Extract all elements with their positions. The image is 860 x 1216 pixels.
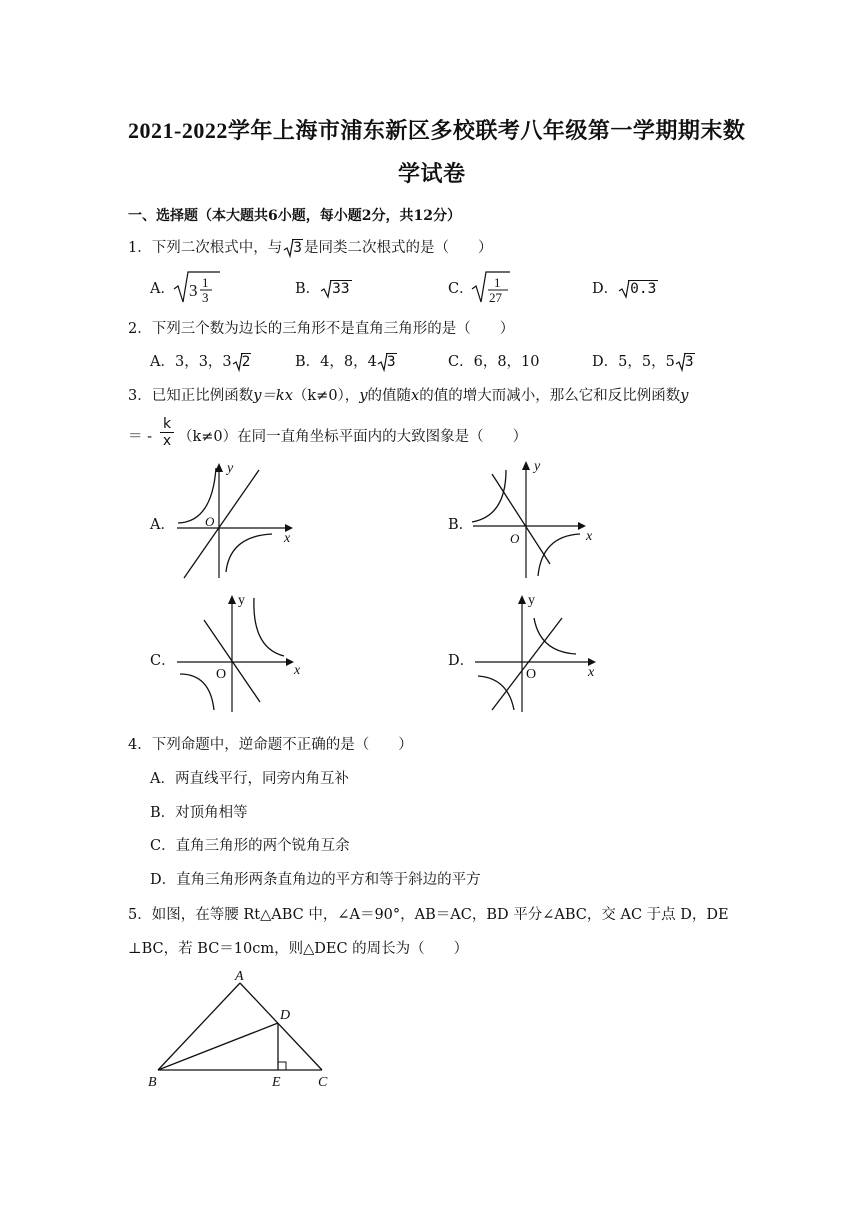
q3-l2-a: ＝ - (128, 429, 153, 445)
q1-option-c-label: C． (448, 281, 474, 297)
q5-triangle-figure (146, 966, 336, 1091)
q2-option-a-text: 3，3，3 (174, 354, 232, 370)
q2-option-c-text: 6，8，10 (473, 354, 540, 370)
q2-d-radicand: 3 (684, 354, 694, 370)
q3-l1-a: 3．已知正比例函数 (128, 388, 254, 404)
q3-l2-b: （k≠0）在同一直角坐标平面内的大致图象是（ ） (178, 429, 528, 445)
q1-a-den: 3 (202, 290, 209, 305)
question-2-stem: 2．下列三个数为边长的三角形不是直角三角形的是（ ） (128, 321, 515, 337)
q2-option-b-label: B． (295, 354, 321, 370)
radical-sign-icon (232, 352, 243, 372)
q3-fraction (160, 416, 174, 449)
q4-option-a[interactable]: A．两直线平行，同旁内角互补 (150, 771, 349, 787)
q3-d-o: O (526, 667, 537, 682)
q3-graph-a[interactable] (172, 460, 302, 585)
radical-sign-icon (618, 279, 630, 299)
page-title-line2: 学试卷 (398, 161, 466, 186)
q3-a-y: y (227, 461, 234, 476)
q1-b-sqrt (320, 281, 351, 297)
q5-label-e: E (272, 1075, 281, 1090)
q1-option-a-label: A． (150, 281, 175, 297)
q2-option-d[interactable] (592, 350, 695, 371)
q5-label-b: B (148, 1075, 157, 1090)
q1-stem-b: 是同类二次根式的是（ ） (303, 240, 493, 256)
q4-option-c[interactable]: C．直角三角形的两个锐角互余 (150, 838, 350, 854)
q5-label-a: A (235, 969, 244, 984)
q1-radicand: 3 (293, 240, 302, 256)
q1-option-d-label: D． (592, 281, 619, 297)
q3-a-o: O (205, 514, 215, 529)
section-heading: 一、选择题（本大题共6小题，每小题2分，共12分） (128, 208, 461, 224)
q3-l1-f: x (411, 388, 420, 404)
question-5-line2: ⊥BC，若 BC＝10cm，则△DEC 的周长为（ ） (128, 941, 469, 957)
q3-c-x: x (294, 663, 301, 678)
q3-l1-c: （k≠0）， (292, 388, 360, 404)
q3-c-o: O (216, 667, 227, 682)
q1-option-b-label: B． (295, 281, 321, 297)
q1-c-den: 27 (489, 290, 502, 305)
q3-c-y: y (238, 593, 245, 608)
q2-option-c[interactable] (448, 350, 540, 371)
q2-option-d-label: D． (592, 354, 619, 370)
q3-frac-den: x (162, 433, 172, 449)
q1-stem-a: 1．下列二次根式中，与 (128, 240, 283, 256)
radical-sign-icon (377, 352, 388, 372)
q1-a-num: 1 (202, 275, 209, 290)
q3-b-y: y (534, 459, 541, 474)
q2-option-d-text: 5，5，5 (618, 354, 675, 370)
q1-c-num: 1 (494, 275, 501, 290)
q3-option-c-label[interactable]: C． (150, 653, 176, 669)
q2-option-b-text: 4，8，4 (320, 354, 377, 370)
q1-option-c-radical (470, 269, 514, 305)
q2-a-radicand: 2 (241, 354, 251, 370)
q3-option-b-label[interactable]: B． (448, 517, 474, 533)
q2-option-b[interactable] (295, 350, 397, 371)
radical-sign-icon (675, 352, 686, 372)
q3-option-a-label[interactable]: A． (150, 517, 175, 533)
q3-graph-b[interactable] (468, 458, 608, 583)
q3-a-x: x (284, 531, 291, 546)
q2-b-sqrt (377, 354, 397, 370)
q2-option-a-label: A． (150, 354, 175, 370)
q2-a-sqrt (232, 354, 252, 370)
page-title-line1: 2021-2022学年上海市浦东新区多校联考八年级第一学期期末数 (128, 118, 746, 143)
q2-option-c-label: C． (448, 354, 474, 370)
q1-sqrt (283, 240, 303, 256)
q1-option-b[interactable] (295, 277, 352, 298)
q5-label-c: C (318, 1075, 328, 1090)
q3-l1-b: y＝kx (253, 388, 293, 404)
q4-option-d[interactable]: D．直角三角形两条直角边的平方和等于斜边的平方 (150, 872, 481, 888)
q2-d-sqrt (675, 354, 695, 370)
q2-option-a[interactable] (150, 350, 251, 371)
q1-b-radicand: 33 (332, 281, 350, 297)
q1-option-a-radical (172, 269, 222, 305)
radical-sign-icon (320, 279, 332, 299)
q3-b-x: x (586, 529, 593, 544)
question-1-stem (128, 236, 492, 257)
q1-d-sqrt (618, 281, 658, 297)
q2-b-radicand: 3 (386, 354, 396, 370)
q1-option-d[interactable] (592, 277, 658, 298)
q3-l1-d: y (359, 388, 368, 404)
q3-d-x: x (588, 665, 595, 680)
q3-graph-d[interactable] (470, 590, 610, 715)
q4-option-b[interactable]: B．对顶角相等 (150, 805, 248, 821)
q3-l1-h: y (680, 388, 689, 404)
question-3-line1 (128, 384, 688, 405)
question-4-stem: 4．下列命题中，逆命题不正确的是（ ） (128, 737, 413, 753)
radical-sign-icon (283, 238, 294, 258)
q3-frac-num: k (162, 416, 172, 432)
q3-graph-c[interactable] (172, 590, 312, 715)
q3-d-y: y (528, 593, 535, 608)
q3-l1-g: 的值的增大而减小，那么它和反比例函数 (419, 388, 681, 404)
question-5-line1: 5．如图，在等腰 Rt△ABC 中，∠A＝90°，AB＝AC，BD 平分∠ABC，交 AC 于点 D，DE (128, 907, 729, 923)
q5-label-d: D (280, 1008, 291, 1023)
q3-b-o: O (510, 531, 520, 546)
q3-l1-e: 的值随 (367, 388, 412, 404)
q3-option-d-label[interactable]: D． (448, 653, 475, 669)
q1-d-radicand: 0.3 (630, 281, 657, 297)
q1-a-whole: 3 (189, 281, 198, 300)
